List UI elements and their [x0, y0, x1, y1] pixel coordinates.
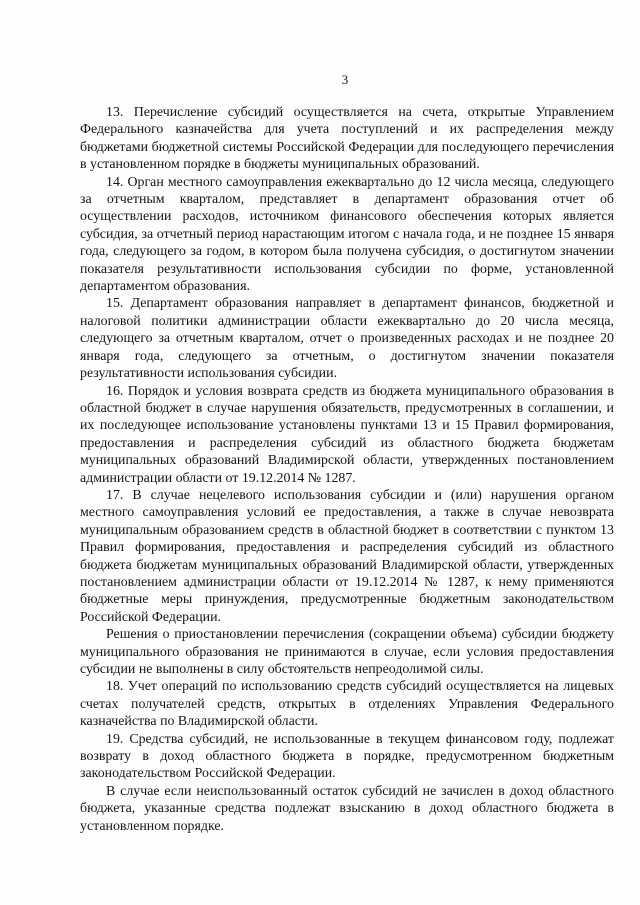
document-body	[80, 104, 614, 835]
paragraph-17-decisions: Решения о приостановлении перечисления (сокращении объема) субсидии бюджету муниципального образования не принимаются в случае, если условия предоставления субсидии не выполнены в силу обстоятельств непреодолимой силы.	[80, 627, 614, 677]
paragraph-19-recovery: В случае если неиспользованный остаток субсидий не зачислен в доход областного бюджета, указанные средства подлежат взысканию в доход областного бюджета в установленном порядке.	[80, 783, 614, 834]
paragraph-16: 16. Порядок и условия возврата средств из бюджета муниципального образования в областной бюджет в случае нарушения обязательств, предусмотренных в соглашении, и их последующее использование установлены пунктами 13 и 15 Правил формирования, предоставления и распределения субсидий из областного бюджета бюджетам муниципальных образований Владимирской области, утвержденных постановлением администрации области от 19.12.2014 № 1287.	[80, 383, 614, 486]
paragraph-19: 19. Средства субсидий, не использованные в текущем финансовом году, подлежат возврату в доход областного бюджета в порядке, предусмотренном бюджетным законодательством Российской Федерации.	[80, 731, 614, 782]
paragraph-17: 17. В случае нецелевого использования субсидии и (или) нарушения органом местного самоуправления условий ее предоставления, а также в случае невозврата муниципальным образованием средств в областной бюджет в соответствии с пунктом 13 Правил формирования, предоставления и распределения субсидий из областного бюджета бюджетам муниципальных образований Владимирской области, утвержденных постановлением администрации области от 19.12.2014 № 1287, к нему применяются бюджетные меры принуждения, предусмотренные бюджетным законодательством Российской Федерации.	[80, 487, 614, 625]
paragraph-14: 14. Орган местного самоуправления ежеквартально до 12 числа месяца, следующего за отчетным кварталом, представляет в департамент образования отчет об осуществлении расходов, источником финансового обеспечения которых является субсидия, за отчетный период нарастающим итогом с начала года, и не позднее 15 января года, следующего за годом, в котором была получена субсидия, о достигнутом значении показателя результативности использования субсидии по форме, установленной департаментом образования.	[80, 174, 614, 295]
paragraph-18: 18. Учет операций по использованию средств субсидий осуществляется на лицевых счетах получателей средств, открытых в отделениях Управления Федерального казначейства по Владимирской области.	[80, 679, 614, 730]
page-number: 3	[341, 72, 349, 87]
paragraph-15: 15. Департамент образования направляет в департамент финансов, бюджетной и налоговой политики администрации области ежеквартально до 20 числа месяца, следующего за отчетным кварталом, отчет о произведенных расходах и не позднее 20 января года, следующего за отчетным, о достигнутом значении показателя результативности использования субсидии.	[80, 296, 614, 382]
paragraph-13: 13. Перечисление субсидий осуществляется на счета, открытые Управлением Федерального казначейства для учета поступлений и их распределения между бюджетами бюджетной системы Российской Федерации для последующего перечисления в установленном порядке в бюджеты муниципальных образований.	[80, 105, 614, 173]
